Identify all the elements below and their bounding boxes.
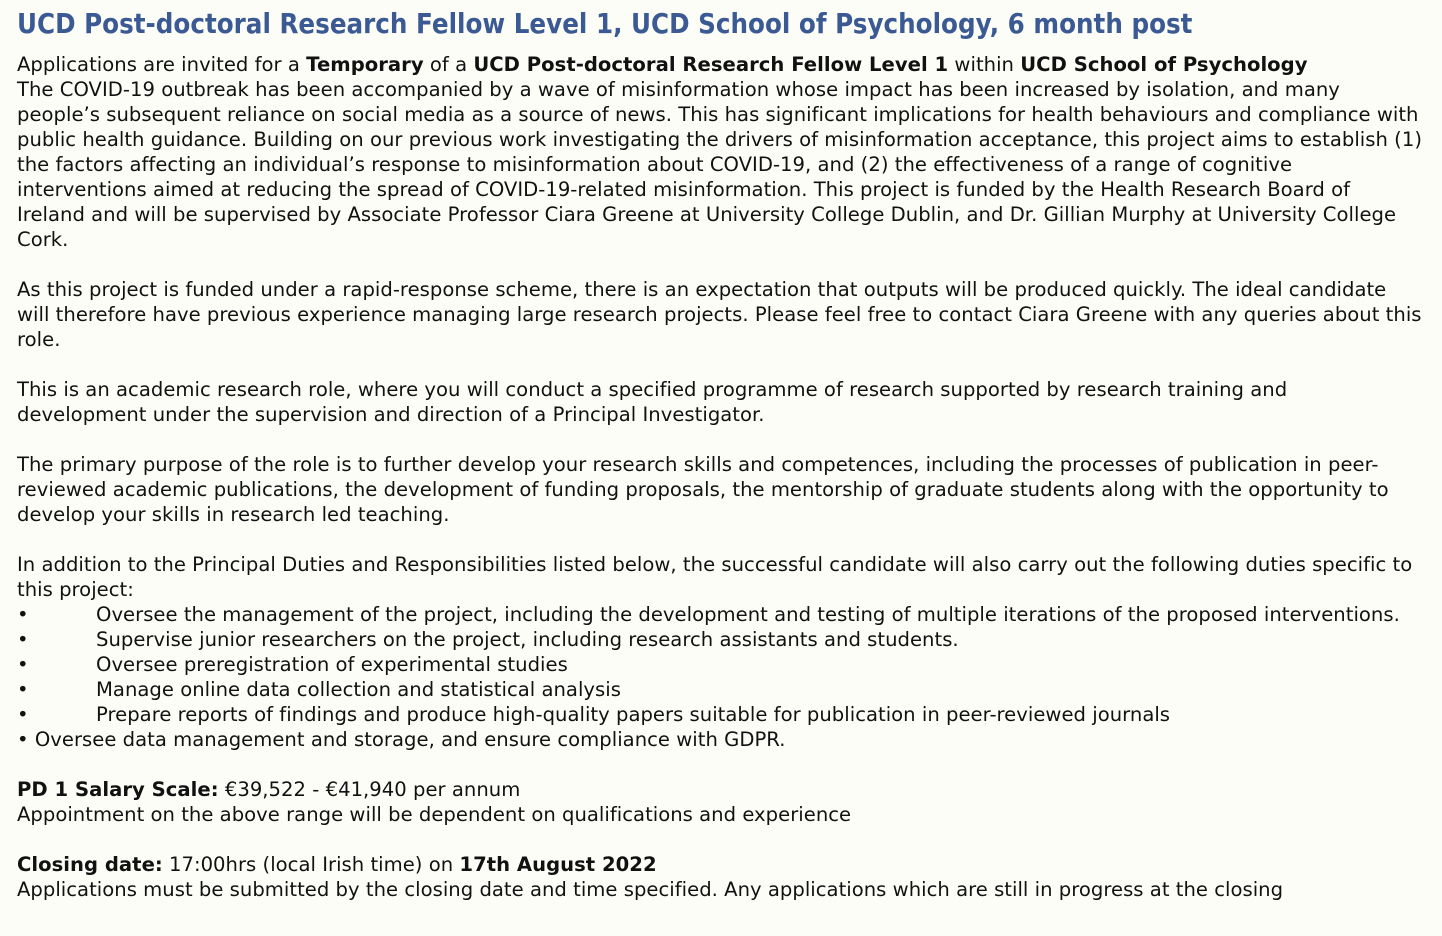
salary-note: Appointment on the above range will be dependent on qualifications and experience bbox=[17, 803, 852, 826]
duty-text: Oversee the management of the project, including the development and testing of multiple iterations of the proposed interventions. bbox=[96, 603, 1400, 626]
list-item bbox=[17, 602, 1422, 627]
spacer bbox=[17, 827, 1422, 852]
intro-text-1: Applications are invited for a bbox=[17, 53, 307, 76]
bullet-icon: • bbox=[17, 603, 29, 626]
bullet-icon: • bbox=[17, 703, 29, 726]
list-item bbox=[17, 677, 1422, 702]
closing-label: Closing date: bbox=[17, 853, 163, 876]
duty-text: Prepare reports of findings and produce high-quality papers suitable for publication in peer-reviewed journals bbox=[96, 703, 1171, 726]
intro-text-3: within bbox=[948, 53, 1021, 76]
list-item bbox=[17, 652, 1422, 677]
list-item bbox=[17, 627, 1422, 652]
job-description bbox=[17, 52, 1422, 902]
bullet-icon: • bbox=[17, 628, 29, 651]
closing-date: 17th August 2022 bbox=[459, 853, 657, 876]
salary-label: PD 1 Salary Scale: bbox=[17, 778, 219, 801]
spacer bbox=[17, 252, 1422, 277]
spacer bbox=[17, 427, 1422, 452]
rapid-response-paragraph: As this project is funded under a rapid-response scheme, there is an expectation that outputs will be produced quickly. The ideal candidate will therefore have previous experience managing large research projects. Please feel free to contact Ciara Greene with any queries about this role. bbox=[17, 278, 1422, 351]
intro-paragraph bbox=[17, 52, 1422, 77]
bullet-icon: • bbox=[17, 653, 29, 676]
duties-list bbox=[17, 602, 1422, 752]
duty-text: Supervise junior researchers on the project, including research assistants and students. bbox=[96, 628, 959, 651]
duty-text: Manage online data collection and statistical analysis bbox=[96, 678, 621, 701]
spacer bbox=[17, 352, 1422, 377]
position-name: UCD Post-doctoral Research Fellow Level 1 bbox=[473, 53, 949, 76]
covid-paragraph: The COVID-19 outbreak has been accompanied by a wave of misinformation whose impact has been increased by isolation, and many people’s subsequent reliance on social media as a source of news. This has significant implications for health behaviours and compliance with public health guidance. Building on our previous work investigating the drivers of misinformation acceptance, this project aims to establish (1) the factors affecting an individual’s response to misinformation about COVID-19, and (2) the effectiveness of a range of cognitive interventions aimed at reducing the spread of COVID-19-related misinformation. This project is funded by the Health Research Board of Ireland and will be supervised by Associate Professor Ciara Greene at University College Dublin, and Dr. Gillian Murphy at University College Cork. bbox=[17, 78, 1422, 251]
salary-value: €39,522 - €41,940 per annum bbox=[218, 778, 521, 801]
school-name: UCD School of Psychology bbox=[1020, 53, 1308, 76]
list-item bbox=[17, 702, 1422, 727]
closing-note: Applications must be submitted by the closing date and time specified. Any applications which are still in progress at the closing bbox=[17, 878, 1284, 901]
primary-purpose-paragraph: The primary purpose of the role is to further develop your research skills and competences, including the processes of publication in peer-reviewed academic publications, the development of funding proposals, the mentorship of graduate students along with the opportunity to develop your skills in research led teaching. bbox=[17, 453, 1389, 526]
duty-text: Oversee preregistration of experimental studies bbox=[96, 653, 568, 676]
spacer bbox=[17, 527, 1422, 552]
page-title: UCD Post-doctoral Research Fellow Level 1, UCD School of Psychology, 6 month post bbox=[17, 7, 1193, 40]
salary-line bbox=[17, 777, 1422, 802]
contract-type: Temporary bbox=[306, 53, 424, 76]
spacer bbox=[17, 752, 1422, 777]
closing-line bbox=[17, 852, 1422, 877]
duties-intro: In addition to the Principal Duties and Responsibilities listed below, the successful candidate will also carry out the following duties specific to this project: bbox=[17, 553, 1413, 601]
closing-time: 17:00hrs (local Irish time) on bbox=[162, 853, 460, 876]
intro-text-2: of a bbox=[423, 53, 474, 76]
academic-role-paragraph: This is an academic research role, where you will conduct a specified programme of research supported by research training and development under the supervision and direction of a Principal Investigator. bbox=[17, 378, 1288, 426]
bullet-icon: • bbox=[17, 678, 29, 701]
list-item: • Oversee data management and storage, and ensure compliance with GDPR. bbox=[17, 728, 786, 751]
